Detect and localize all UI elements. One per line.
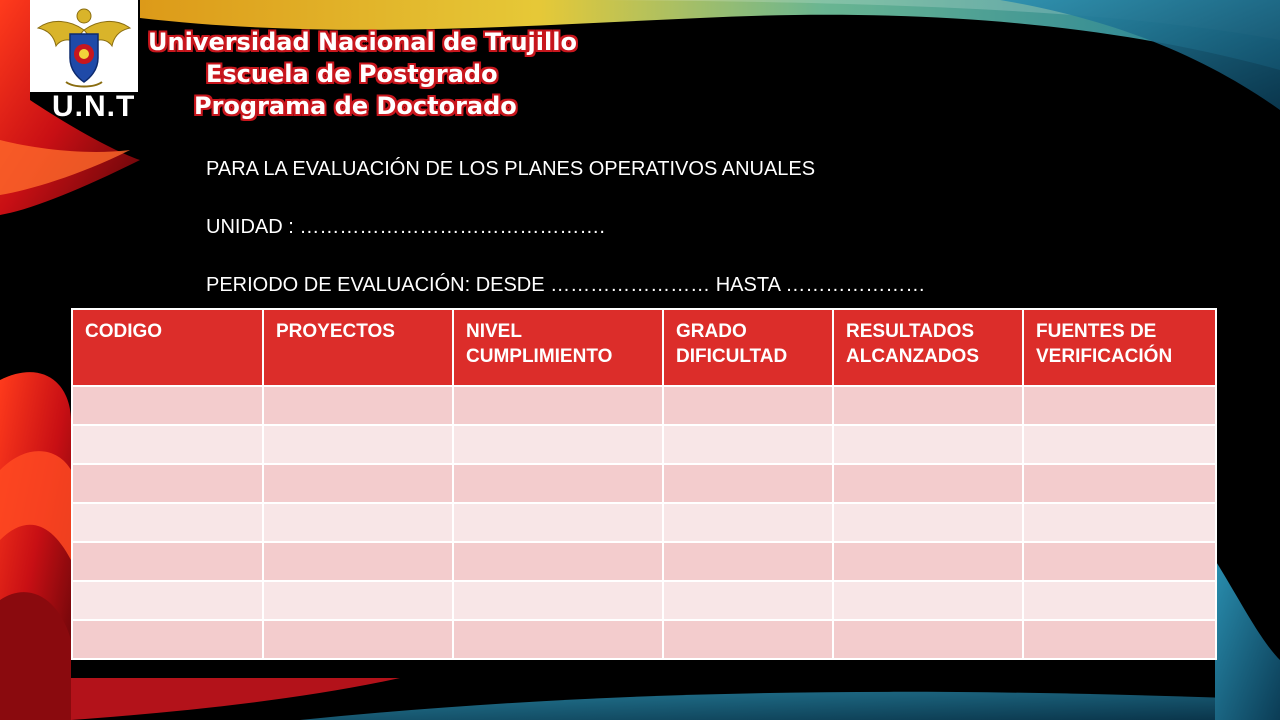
table-cell[interactable] [663, 464, 833, 503]
table-cell[interactable] [72, 581, 263, 620]
column-header-proyectos: PROYECTOS [263, 309, 453, 386]
table-cell[interactable] [263, 620, 453, 659]
table-cell[interactable] [833, 464, 1023, 503]
period-field-line: PERIODO DE EVALUACIÓN: DESDE …………………… HASTA ………………… [206, 274, 926, 296]
logo-caption: U.N.T [52, 90, 136, 123]
table-cell[interactable] [453, 386, 663, 425]
table-cell[interactable] [453, 542, 663, 581]
evaluation-table [71, 308, 1217, 660]
table-cell[interactable] [1023, 464, 1216, 503]
table-cell[interactable] [453, 620, 663, 659]
column-header-grado-dificultad: GRADO DIFICULTAD [663, 309, 833, 386]
column-header-resultados-alcanzados: RESULTADOS ALCANZADOS [833, 309, 1023, 386]
table-cell[interactable] [1023, 542, 1216, 581]
table-row [72, 620, 1216, 659]
table-cell[interactable] [263, 464, 453, 503]
table-cell[interactable] [833, 503, 1023, 542]
university-name: Universidad Nacional de Trujillo [148, 28, 577, 56]
table-cell[interactable] [72, 503, 263, 542]
table-cell[interactable] [453, 503, 663, 542]
table-cell[interactable] [263, 386, 453, 425]
table-cell[interactable] [453, 464, 663, 503]
table-cell[interactable] [663, 620, 833, 659]
column-header-fuentes-verificacion: FUENTES DE VERIFICACIÓN [1023, 309, 1216, 386]
table-cell[interactable] [833, 581, 1023, 620]
program-name: Programa de Doctorado [194, 92, 517, 120]
table-cell[interactable] [453, 581, 663, 620]
table-cell[interactable] [453, 425, 663, 464]
table-cell[interactable] [72, 620, 263, 659]
table-cell[interactable] [1023, 386, 1216, 425]
table-cell[interactable] [263, 542, 453, 581]
table-cell[interactable] [263, 581, 453, 620]
table-cell[interactable] [263, 503, 453, 542]
table-header-row [72, 309, 1216, 386]
table-cell[interactable] [663, 425, 833, 464]
table-row [72, 464, 1216, 503]
table-cell[interactable] [663, 386, 833, 425]
column-header-nivel-cumplimiento: NIVEL CUMPLIMIENTO [453, 309, 663, 386]
table-cell[interactable] [663, 581, 833, 620]
table-cell[interactable] [833, 425, 1023, 464]
table-cell[interactable] [833, 386, 1023, 425]
table-cell[interactable] [263, 425, 453, 464]
table-row [72, 542, 1216, 581]
table-cell[interactable] [663, 503, 833, 542]
unit-field-line: UNIDAD : ………………………………………. [206, 216, 605, 238]
table-cell[interactable] [1023, 425, 1216, 464]
table-cell[interactable] [833, 542, 1023, 581]
table-row [72, 425, 1216, 464]
school-name: Escuela de Postgrado [206, 60, 498, 88]
form-heading: PARA LA EVALUACIÓN DE LOS PLANES OPERATIVOS ANUALES [206, 158, 816, 180]
table-body [72, 386, 1216, 659]
table-cell[interactable] [1023, 503, 1216, 542]
university-crest-icon [30, 0, 138, 92]
table-row [72, 503, 1216, 542]
table-cell[interactable] [833, 620, 1023, 659]
column-header-codigo: CODIGO [72, 309, 263, 386]
table-cell[interactable] [72, 425, 263, 464]
table-cell[interactable] [72, 464, 263, 503]
table-row [72, 581, 1216, 620]
table-cell[interactable] [72, 386, 263, 425]
table-cell[interactable] [663, 542, 833, 581]
table-cell[interactable] [72, 542, 263, 581]
table-cell[interactable] [1023, 581, 1216, 620]
table-cell[interactable] [1023, 620, 1216, 659]
university-logo [30, 0, 138, 92]
table-row [72, 386, 1216, 425]
